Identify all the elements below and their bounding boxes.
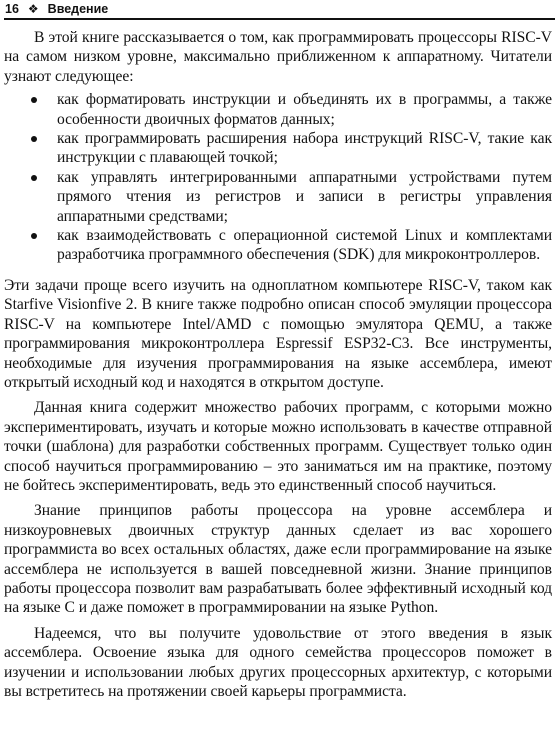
bullet-icon bbox=[31, 97, 37, 103]
list-item-text: как программировать расширения набора инструкций RISC-V, такие как инструкции с плавающей точкой; bbox=[57, 130, 552, 167]
bullet-icon bbox=[31, 136, 37, 142]
chapter-title: Введение bbox=[47, 2, 109, 16]
topics-list bbox=[4, 90, 552, 265]
list-item bbox=[4, 226, 552, 265]
page-number: 16 bbox=[5, 2, 19, 16]
header-ornament-icon: ❖ bbox=[27, 2, 39, 16]
page-body bbox=[4, 28, 552, 701]
list-item bbox=[4, 168, 552, 226]
list-item-text: как взаимодействовать с операционной системой Linux и комплектами разработчика программного обеспечения (SDK) для микроконтроллеров. bbox=[57, 227, 552, 264]
paragraph: Надеемся, что вы получите удовольствие от этого введения в язык ассемблера. Освоение языка для одного семейства процессоров поможет в изучении и использовании любых других процессорных архитектур, с которыми вы встретитесь на протяжении своей карьеры программиста. bbox=[4, 624, 552, 700]
paragraph: Знание принципов работы процессора на уровне ассемблера и низкоуровневых двоичных структур данных сделает из вас хорошего программиста во всех остальных областях, даже если программирование на языке ассемблера не используется в вашей повседневной жизни. Знание принципов работы процессора позволит вам разрабатывать более эффективный исходный код на языке C и даже поможет в программировании на языке Python. bbox=[4, 502, 552, 617]
list-item bbox=[4, 90, 552, 129]
list-item-text: как форматировать инструкции и объединять их в программы, а также особенности двоичных форматов данных; bbox=[57, 91, 552, 128]
intro-paragraph: В этой книге рассказывается о том, как программировать процессоры RISC-V на самом низком уровне, максимально приближенном к аппаратному. Читатели узнают следующее: bbox=[4, 29, 552, 85]
running-header bbox=[4, 0, 555, 20]
paragraph: Эти задачи проще всего изучить на одноплатном компьютере RISC-V, таком как Starfive Visionfive 2. В книге также подробно описан способ эмуляции процессора RISC-V на компьютере Intel/AMD с помощью эмулятора QEMU, а также программирования микроконтроллера Espressif ESP32-C3. Все инструменты, необходимые для изучения программирования на языке ассемблера, имеют открытый исходный код и находятся в открытом доступе. bbox=[4, 276, 552, 391]
bullet-icon bbox=[31, 175, 37, 181]
list-item bbox=[4, 129, 552, 168]
list-item-text: как управлять интегрированными аппаратными устройствами путем прямого чтения из регистров и записи в регистры управления аппаратными средствами; bbox=[57, 168, 552, 225]
bullet-icon bbox=[31, 233, 37, 239]
paragraph: Данная книга содержит множество рабочих программ, с которыми можно экспериментировать, изучать и которые можно использовать в качестве отправной точки (шаблона) для разработки собственных программ. Существует только один способ научиться программированию – это заниматься им на практике, поэтому не бойтесь экспериментировать, ведь это единственный способ научиться. bbox=[4, 399, 552, 494]
